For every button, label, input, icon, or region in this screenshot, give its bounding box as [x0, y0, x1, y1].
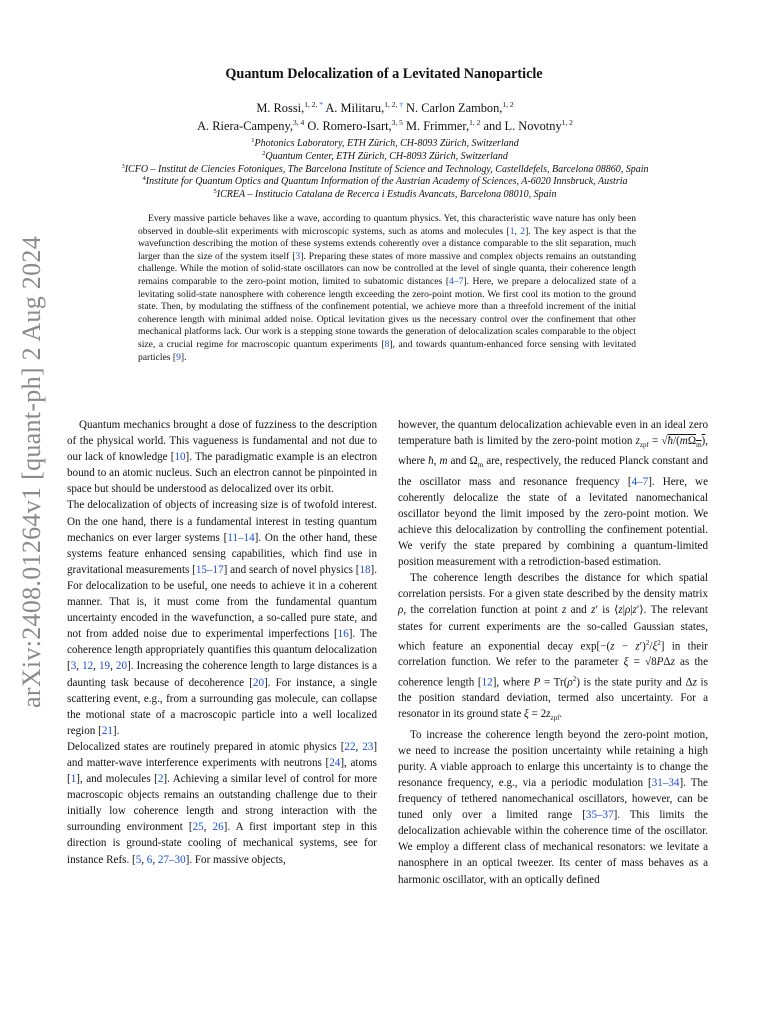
affiliations — [60, 138, 710, 202]
affiliation-3: $^3$ICFO – Institut de Ciencies Fotoniques, The Barcelona Institute of Science and Technology, Castelldefels, Barcelona 08860, Spain — [121, 162, 649, 175]
affiliation-4: $^4$Institute for Quantum Optics and Quantum Information of the Austrian Academy of Sciences, A-6020 Innsbruck, Austria — [142, 175, 628, 188]
body-paragraph: To increase the coherence length beyond the zero-point motion, we need to increase the position uncertainty while retaining a high purity. A viable approach to enlarge this uncertainty is to change the resonance frequency, e.g., via a periodic modulation [31–34]. The frequency of tethered nanomechanical oscillators, however, can be tuned only over a limited range [35–37]. This limits the delocalization achievable within the coherence time of the oscillator. We employ a different class of mechanical resonators: we levitate a nanosphere in an optical tweezer. Its center of mass behaves as a harmonic oscillator, with an optically defined — [398, 728, 709, 886]
authors-line-2: A. Riera-Campeny,$^{3, 4}$ O. Romero-Isart,$^{3, 5}$ M. Frimmer,$^{1, 2}$ and L. Novotny$^{1, 2}$ — [197, 118, 573, 133]
body-column-left — [67, 417, 377, 868]
body-paragraph: The coherence length describes the distance for which spatial correlation persists. For a given state described by the density matrix ρ, the correlation function at point z and z′ is ⟨z|ρ|z′⟩. The relevant states for current experiments are the so-called Gaussian states, which feature an exponential decay $\exp[-(z - z')^2/\xi^2]$ in their correlation function. We refer to the parameter ξ = √8PΔz as the coherence length [12], where $P = Tr(\rho^2)$ is the state purity and Δz is the position standard deviation, termed also uncertainty. For a resonator in its ground state $\xi = 2z_{zpf}$. — [398, 572, 708, 723]
body-column-right — [398, 417, 708, 888]
arxiv-identifier: arXiv:2408.01264v1 [quant-ph] 2 Aug 2024 — [17, 235, 46, 709]
body-paragraph: Quantum mechanics brought a dose of fuzziness to the description of the physical world. This vagueness is fundamental and not due to our lack of knowledge [10]. The paradigmatic example is an electron bound to an atomic nucleus. Such an electron cannot be pinpointed in space but should be understood as delocalized over its orbit. — [67, 419, 377, 496]
affiliation-2: $^2$Quantum Center, ETH Zürich, CH-8093 Zürich, Switzerland — [262, 149, 508, 162]
affiliation-1: $^1$Photonics Laboratory, ETH Zürich, CH-8093 Zürich, Switzerland — [251, 137, 519, 149]
authors-line-1: M. Rossi,$^{1, 2, *}$ A. Militaru,$^{1, 2, \dagger}$ N. Carlon Zambon,$^{1, 2}$ — [256, 100, 514, 115]
arxiv-sidebar — [8, 235, 56, 709]
body-paragraph: Delocalized states are routinely prepared in atomic physics [22, 23] and matter-wave interference experiments with neutrons [24], atoms [1], and molecules [2]. Achieving a similar level of control for more macroscopic objects remains an outstanding challenge due to their initially low coherence length and strong interaction with the surrounding environment [25, 26]. A first important step in this direction is ground-state cooling of mechanical systems, see for instance Refs. [5, 6, 27–30]. For massive objects, — [67, 740, 378, 866]
affiliation-5: $^5$ICREA – Institucio Catalana de Recerca i Estudis Avancats, Barcelona 08010, Spain — [213, 188, 557, 201]
abstract-text: Every massive particle behaves like a wave, according to quantum physics. Yet, this characteristic wave nature has only been observed in double-slit experiments with microscopic systems, such as atoms and molecules [1, 2]. The key aspect is that the wavefunction describing the motion of these systems extends coherently over a distance comparable to the slit separation, much larger than the size of the system itself [3]. Preparing these states of more massive and complex objects remains an outstanding challenge. While the motion of solid-state oscillators can now be controlled at the level of single quanta, their coherence length remains comparable to the zero-point motion, limited to subatomic distances [4–7]. Here, we prepare a delocalized state of a levitating solid-state nanosphere with coherence length exceeding the zero-point motion. We first cool its motion to the ground state. Then, by modulating the stiffness of the confinement potential, we achieve more than a threefold increment of the initial coherence length with minimal added noise. Optical levitation gives us the necessary control over the confinement that other mechanical platforms lack. Our work is a stepping stone towards the generation of delocalization scales comparable to the object size, a crucial regime for macroscopic quantum experiments [8], and towards quantum-enhanced force sensing with levitated particles [9]. — [138, 213, 636, 363]
abstract — [138, 213, 636, 364]
paper-title: Quantum Delocalization of a Levitated Nanoparticle — [225, 66, 543, 82]
body-paragraph: however, the quantum delocalization achievable even in an ideal zero temperature bath is limited by the zero-point motion $z_{zpf}$ = $√ħ/(m\Omega_m)$, where ħ, m and $\Omega_m$ are, respectively, the reduced Planck constant and the oscillator mass and resonance frequency [4–7]. Here, we coherently delocalize the state of a levitated nanomechanical oscillator beyond the limit imposed by the zero-point motion. We achieve this delocalization by controlling the confinement potential. We verify the state prepared by combining a quantum-limited position measurement with a retrodiction-based estimation. — [398, 419, 709, 569]
body-paragraph: The delocalization of objects of increasing size is of twofold interest. On the one hand, there is a fundamental interest in testing quantum mechanics on ever larger systems [11–14]. On the other hand, these systems feature enhanced sensing capabilities, which find use in gravitational measurements [15–17] and search of novel physics [18]. For delocalization to be useful, one needs to achieve it in a coherent manner. That is, it must come from the fundamental quantum uncertainty encoded in the wavefunction, a so-called pure state, and not from added noise due to experimental imperfections [16]. The coherence length appropriately quantifies this quantum delocalization [3, 12, 19, 20]. Increasing the coherence length to large distances is a daunting task because of decoherence [20]. For instance, a single scattering event, e.g., from a surrounding gas molecule, can collapse the motional state of a macroscopic particle into a well localized region [21]. — [67, 499, 378, 737]
author-list — [80, 99, 690, 135]
